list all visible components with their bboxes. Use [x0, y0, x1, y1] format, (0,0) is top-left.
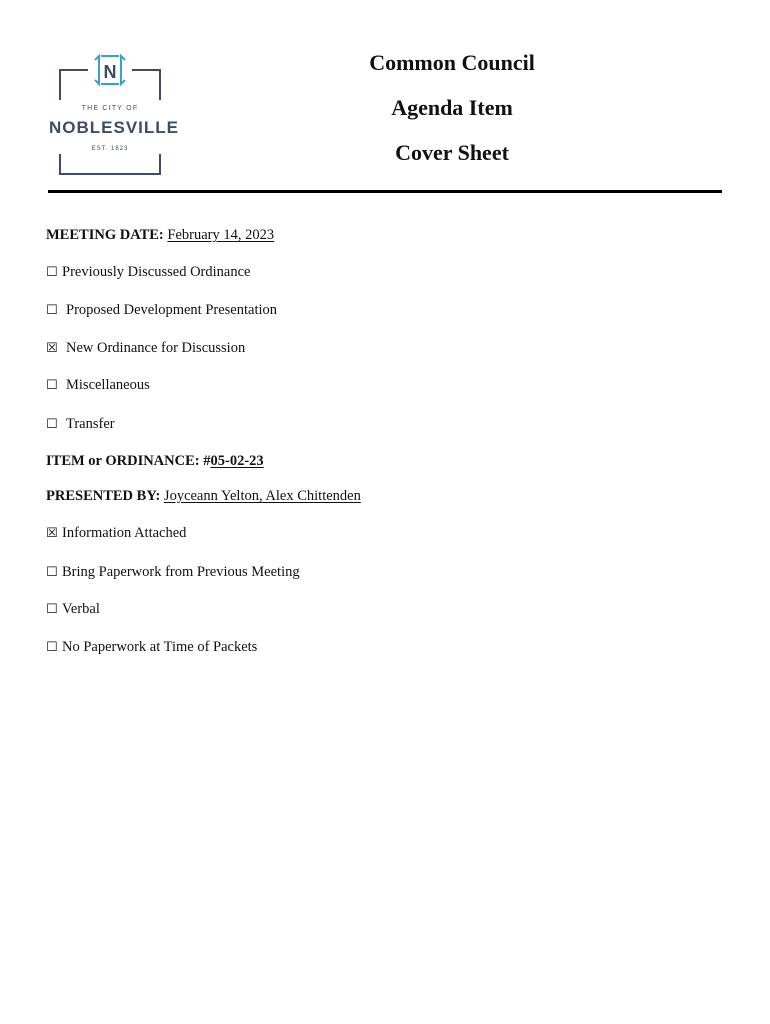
checkbox-verbal[interactable]	[46, 601, 100, 618]
logo-letter: N	[103, 62, 117, 82]
checkbox-proposed-development[interactable]	[46, 302, 277, 319]
presented-by-row	[46, 488, 361, 505]
checked-box-icon[interactable]: ☒	[46, 526, 58, 541]
checkbox-new-ordinance[interactable]	[46, 340, 245, 357]
unchecked-box-icon[interactable]: ☐	[46, 417, 58, 432]
unchecked-box-icon[interactable]: ☐	[46, 565, 58, 580]
item-ordinance-number: 05-02-23	[210, 453, 264, 469]
logo-frame-graphic	[48, 50, 180, 180]
unchecked-box-icon[interactable]: ☐	[46, 378, 58, 393]
checkbox-label: Previously Discussed Ordinance	[62, 264, 251, 280]
checkbox-label: Bring Paperwork from Previous Meeting	[62, 564, 300, 580]
header-divider	[48, 190, 722, 193]
checkbox-label: Information Attached	[62, 525, 187, 541]
presented-by-label: PRESENTED BY:	[46, 488, 161, 504]
checkbox-bring-paperwork[interactable]	[46, 564, 300, 581]
checkbox-information-attached[interactable]	[46, 525, 186, 542]
title-block	[330, 46, 574, 181]
logo-name-text: NOBLESVILLE	[49, 118, 180, 137]
presented-by-value: Joyceann Yelton, Alex Chittenden	[163, 488, 361, 504]
meeting-date-row	[46, 227, 274, 244]
title-cover-sheet: Cover Sheet	[395, 140, 509, 165]
checkbox-label: Verbal	[62, 601, 100, 617]
unchecked-box-icon[interactable]: ☐	[46, 640, 58, 655]
checkbox-previously-discussed[interactable]	[46, 264, 250, 281]
item-ordinance-row	[46, 453, 264, 470]
checked-box-icon[interactable]: ☒	[46, 341, 58, 356]
logo-est-text: EST. 1823	[48, 146, 172, 152]
meeting-date-label: MEETING DATE:	[46, 227, 164, 243]
unchecked-box-icon[interactable]: ☐	[46, 303, 58, 318]
checkbox-label: Miscellaneous	[66, 377, 150, 393]
checkbox-label: No Paperwork at Time of Packets	[62, 639, 258, 655]
checkbox-label: Proposed Development Presentation	[66, 302, 278, 318]
checkbox-transfer[interactable]	[46, 416, 115, 433]
checkbox-label: New Ordinance for Discussion	[66, 340, 246, 356]
meeting-date-value: February 14, 2023	[167, 227, 275, 243]
unchecked-box-icon[interactable]: ☐	[46, 265, 58, 280]
item-ordinance-label: ITEM or ORDINANCE: #	[46, 453, 211, 469]
logo-city-text: THE CITY OF	[48, 105, 172, 112]
unchecked-box-icon[interactable]: ☐	[46, 602, 58, 617]
checkbox-miscellaneous[interactable]	[46, 377, 150, 394]
checkbox-no-paperwork[interactable]	[46, 639, 257, 656]
title-agenda-item: Agenda Item	[391, 95, 513, 120]
title-common-council: Common Council	[369, 50, 535, 75]
checkbox-label: Transfer	[66, 416, 115, 432]
city-logo	[48, 50, 180, 180]
